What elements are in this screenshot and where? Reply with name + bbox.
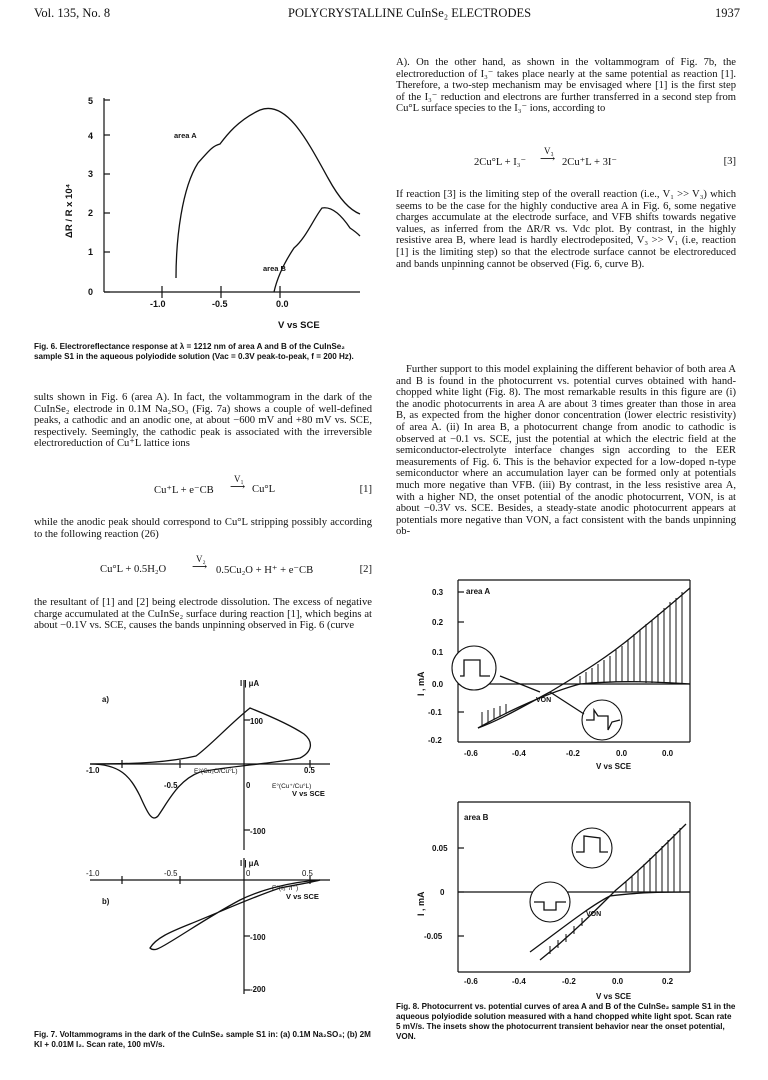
fig6-xlabel: V vs SCE — [278, 320, 320, 331]
fig7-b-xtick: -1.0 — [86, 869, 100, 878]
article-title: POLYCRYSTALLINE CuInSe₂ ELECTRODES — [288, 6, 532, 20]
fig6-xtick: -0.5 — [212, 299, 228, 309]
fig7-a-yunit: I | μA — [240, 679, 260, 688]
fig6-xtick: 0.0 — [276, 299, 289, 309]
fig6-ytick: 3 — [88, 169, 94, 179]
fig7-b-xtick: -0.5 — [164, 869, 178, 878]
fig6-ytick: 4 — [88, 131, 94, 141]
running-header — [34, 6, 740, 22]
left-column-para1: sults shown in Fig. 6 (area A). In fact, the voltammogram in the dark of the CuInSe₂ electrode in 0.1M Na₂SO₃ (Fig. 7a) shows a couple of well-defined peaks, a cathodic and an anodic one, at about −600 mV and +80 mV vs. SCE, respectively. Seemingly, the cathodic peak is associated with the irreversible electroreduction of Cu⁺L lattice ions — [34, 392, 372, 450]
fig6-curve-area-a — [176, 108, 360, 278]
fig6-ytick: 5 — [88, 96, 94, 106]
fig8-b-xtick: 0.0 — [612, 977, 624, 986]
page-number: 1937 — [715, 6, 740, 20]
fig8-caption: Fig. 8. Photocurrent vs. potential curves of area A and B of the CuInSe₂ sample S1 in the aqueous polyiodide solution measured with a hand chopped white light spot. Scan rate 5 mV/s. The insets show the photocurrent transient behavior near the onset potential, VON. — [396, 1002, 736, 1041]
equation-2: Cu°L + 0.5H₂O V₂ ⟶ 0.5Cu₂O + H⁺ + e⁻CB [2] — [100, 554, 372, 576]
equation-3: 2Cu°L + I₃⁻ V₃ ⟶ 2Cu⁺L + 3I⁻ [3] — [474, 146, 736, 168]
fig7-b-ytick: -200 — [250, 985, 266, 994]
fig7-a-xlabel: V vs SCE — [292, 789, 325, 798]
fig8-a-xlabel: V vs SCE — [596, 762, 632, 771]
fig7-caption: Fig. 7. Voltammograms in the dark of the CuInSe₂ sample S1 in: (a) 0.1M Na₂SO₃; (b) 2M KI + 0.01M I₂. Scan rate, 100 mV/s. — [34, 1030, 371, 1049]
fig7-plot — [60, 676, 370, 996]
fig8-plot — [400, 580, 740, 1000]
fig8-a-ytick: 0.0 — [432, 680, 444, 689]
journal-volume: Vol. 135, No. 8 — [34, 6, 111, 20]
fig8-a-xtick: 0.0 — [616, 749, 628, 758]
fig6-ylabel: ΔR / R x 10⁴ — [64, 183, 75, 238]
fig8-a-xtick: -0.6 — [464, 749, 478, 758]
fig8-b-xtick: 0.2 — [662, 977, 674, 986]
fig7-b-xtick: 0.5 — [302, 869, 313, 878]
fig7-a-xtick: -0.5 — [164, 781, 178, 790]
right-column-para3: Further support to this model explaining the different behavior of both area A and B is found in the photocurrent vs. potential curves obtained with hand-chopped white light (Fig. 8). The most remarkable results in this figure are (i) the anodic photocurrents in area A are about 3 times greater than those in area B, as expected from the higher donor concentration (lower electric resistivity) of area A. (ii) In area B, a photocurrent change from anodic to cathodic is observed at −0.1 vs. SCE, just the potential at which the electric field at the semiconductor-electrolyte interface changes sign according to the EER measurements of Fig. 6. This is the behavior expected for a low-doped n-type semiconductor where an accumulation layer can be formed only at potentials much more negative than VFB. (iii) By contrast, in the less resistive area A, with a higher ND, the onset potential of the anodic photocurrent, VON, is at about −0.3V vs. SCE. Besides, a steady-state anodic photocurrent appears at potentials more negative than VON, a fact consistent with the bands unpinning ob- — [396, 364, 736, 538]
fig6-plot — [50, 78, 370, 340]
fig8-b-xlabel: V vs SCE — [596, 992, 632, 1001]
fig7-b-yunit: I | μA — [240, 859, 260, 868]
fig7-a-voltammogram — [90, 708, 310, 818]
equation-1: Cu⁺L + e⁻CB V₁ ⟶ Cu°L [1] — [154, 474, 372, 496]
fig8-a-ytick: -0.2 — [428, 736, 442, 745]
fig8-a-xtick: -0.2 — [566, 749, 580, 758]
fig8-a-inset-left — [452, 646, 496, 690]
right-column-para2: If reaction [3] is the limiting step of the overall reaction (i.e., V₁ >> V₃) which seems to be the case for the highly conductive area A in Fig. 6, some negative charges accumulate at the electrode surface, and VFB shifts towards negative values, as inferred from the ΔR/R vs. Vdc plot. By contrast, in the highly resistive area B, where lead is hardly electrodeposited, V₃ >> V₁ (i.e, reaction [1] is the limiting step) so that the electrode surface cannot be electroreduced and bands unpinning cannot be observed (Fig. 6, curve B). — [396, 189, 736, 270]
fig8-b-ytick: -0.05 — [424, 932, 443, 941]
fig7-a-xtick: 0 — [246, 781, 251, 790]
fig8-b-xtick: -0.4 — [512, 977, 526, 986]
fig8-b-von: VON — [586, 911, 602, 918]
fig6-xtick: -1.0 — [150, 299, 166, 309]
fig8-b-xtick: -0.6 — [464, 977, 478, 986]
fig7-b-label: b) — [102, 897, 110, 906]
fig8-b-xtick: -0.2 — [562, 977, 576, 986]
fig8-a-ytick: -0.1 — [428, 708, 442, 717]
fig8-a-xtick: -0.4 — [512, 749, 526, 758]
fig8-a-von: VON — [536, 697, 552, 704]
fig8-b-ytick: 0 — [440, 888, 445, 897]
right-column-para1: A). On the other hand, as shown in the voltammogram of Fig. 7b, the electroreduction of I₃⁻ takes place nearly at the same potential as reaction [1]. Therefore, a two-step mechanism may be envisaged where [1] is the first step of the I₃⁻ reduction and electrons are further transferred in a second step from Cu°L surface species to the I₃⁻ ions, according to — [396, 57, 736, 115]
fig8-a-ytick: 0.2 — [432, 618, 444, 627]
fig8-b-inset-top — [572, 828, 612, 868]
fig6-curve-area-b — [274, 208, 360, 292]
fig8-a-label: area A — [466, 587, 491, 596]
fig7-b-xtick: 0 — [246, 869, 251, 878]
fig6-caption: Fig. 6. Electroreflectance response at λ = 1212 nm of area A and B of the CuInSe₂ sample S1 in the aqueous polyiodide solution (Vac = 0.3V peak-to-peak, f = 200 Hz). — [34, 342, 354, 361]
fig7-a-xtick: -1.0 — [86, 766, 100, 775]
fig6-ytick: 2 — [88, 208, 94, 218]
fig8-b-ytick: 0.05 — [432, 844, 448, 853]
fig8-a-ytick: 0.1 — [432, 648, 444, 657]
fig8-a-arrow — [550, 692, 584, 714]
fig8-a-ylabel: I , mA — [416, 671, 426, 696]
fig7-b-xlabel: V vs SCE — [286, 892, 319, 901]
fig6-ytick: 1 — [88, 247, 94, 257]
fig7-b-ytick: -100 — [250, 933, 266, 942]
fig7-a-ytick: -100 — [250, 827, 266, 836]
fig6-label-area-b: area B — [263, 264, 286, 273]
fig7-b-potential-i3: E°(I₃⁻/I⁻) — [272, 885, 299, 892]
fig8-a-chopped-lines — [482, 592, 682, 726]
fig6-label-area-a: area A — [174, 131, 197, 140]
fig8-b-label: area B — [464, 813, 489, 822]
fig7-a-ytick: 100 — [250, 717, 264, 726]
fig8-b-ylabel: I , mA — [416, 891, 426, 916]
fig7-a-label: a) — [102, 695, 109, 704]
fig8-a-ytick: 0.3 — [432, 588, 444, 597]
fig6-ytick: 0 — [88, 287, 94, 297]
left-column-para2: while the anodic peak should correspond to Cu°L stripping possibly according to the following reaction (26) — [34, 517, 372, 540]
fig7-a-potential-cu: E°(Cu⁺/Cu°L) — [272, 783, 312, 790]
fig7-a-potential-cu2o: E°(Cu₂O/Cu°L) — [194, 768, 238, 775]
fig8-a-xtick: 0.0 — [662, 749, 674, 758]
left-column-para3: the resultant of [1] and [2] being electrode dissolution. The excess of negative charge accumulated at the CuInSe₂ surface during reaction [1], which begins at about −0.1V vs. SCE, causes the bands unpinning observed in Fig. 6 (curve — [34, 597, 372, 632]
fig7-a-xtick: 0.5 — [304, 766, 315, 775]
